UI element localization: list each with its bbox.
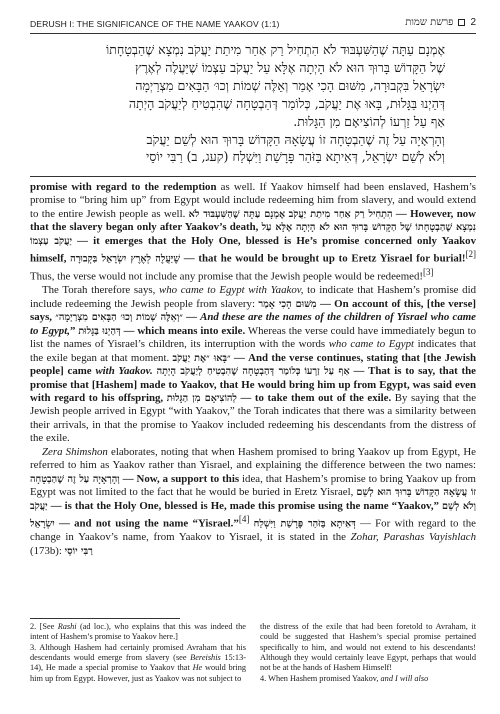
bold-italic-phrase: And these are the names of the children of Yisrael who came to Egypt,	[30, 311, 476, 337]
bold-phrase: — it emerges that the Holy One, blessed is He’s promise concerned only Yaakov himself,	[30, 234, 476, 265]
footnotes	[30, 622, 476, 684]
hebrew-line: אֶמְנָם עַתָּה שֶׁהַשִּׁעְבּוּד לֹא הִתְחִיל רַק אַחַר מִיתַת יַעֲקֹב נִמְצָא שֶׁהַבְטָחָתוֹ	[105, 42, 445, 57]
bold-phrase: — Now, a support to this	[119, 472, 240, 485]
text-run: 3. Although Hashem had certainly promised Avraham that his descendants would emerge from slavery (see	[30, 642, 246, 663]
hebrew-line: דְּהַיְנוּ בַּגָּלוּת, בָּאוּ אֶת יַעֲקֹב, כְּלוֹמַר דְּהַבְטָחָה שֶׁהִבְטִיחַ לְיַעֲקֹב הָיְתָה	[128, 95, 445, 111]
hebrew-line: שֶׁל הַקָּדוֹשׁ בָּרוּךְ הוּא לֹא הָיְתָה אֶלָּא עַל יַעֲקֹב עַצְמוֹ שֶׁיַּעֲלֶה לְאֶרֶץ	[135, 59, 445, 75]
hebrew-phrase: דְּאִיתָא בַּזֹּהַר פָּרָשַׁת וַיִּשְׁלַח	[253, 518, 356, 530]
text-run: Thus, the verse would not include any promise that the Jewish people would be redeemed!	[30, 270, 423, 283]
hebrew-line: יִשְׂרָאֵל בִּקְבוּרָה, מִשּׁוּם הָכִי אָמַר וְאֵלֶּה שְׁמוֹת וְכוּ׳ הַבָּאִים מִצְרַיְמָה	[135, 77, 445, 93]
text-run: as well. If Yaakov himself had been enslaved, Hashem’s promise to “bring him up” from Egypt would include redeeming him from slavery, and would extend to the entire Jewish people as well.	[30, 181, 476, 220]
footnote-separator	[30, 618, 180, 619]
text-run: 15:13-14), He made a special promise to Yaakov that	[30, 653, 246, 673]
text-run: The Torah therefore says,	[42, 284, 159, 297]
footnote-3	[30, 643, 246, 684]
text-run: By saying that the Jewish people arrived in Egypt “with Yaakov,” the Torah indicates that there was a similarity between their arrivals, in that the promise to Yaakov included redeeming his descendants from the distress of the exile.	[30, 392, 477, 445]
translation-body	[30, 181, 476, 558]
translation-paragraph	[30, 181, 476, 284]
text-run: to indicate that Hashem’s promise did include redeeming the Jewish people from slavery:	[30, 284, 477, 310]
hebrew-phrase: שֶׁיַּעֲלֶה לְאֶרֶץ יִשְׂרָאֵל בִּקְבוּרָה	[70, 253, 181, 265]
italic-phrase: He	[192, 663, 203, 673]
bold-phrase: promise with regard to the redemption	[30, 181, 217, 193]
hebrew-phrase: לְהוֹצִיאָם מִן הַגָּלוּת	[166, 393, 237, 405]
text-run: indicates that the exile began at that moment.	[30, 338, 476, 364]
footnote-column-right	[260, 622, 476, 684]
bold-phrase: — That is to say, that the promise that [Hashem] made to Yaakov, that He would bring him up from Egypt, was said even with regard to his offspring,	[30, 365, 476, 405]
header-right	[405, 17, 476, 28]
bold-phrase: — However, now that the slavery began only after Yaakov’s death,	[30, 207, 476, 234]
text-run: Whereas the verse could have immediately begun to list the names of Yisrael’s children, its interruption with the words	[30, 324, 477, 351]
running-header	[30, 17, 476, 31]
hebrew-phrase: אַף עַל זַרְעוֹ	[304, 366, 350, 378]
hebrew-phrase: ״בָּאוּ ״אֶת יַעֲקֹב	[172, 352, 231, 364]
text-run: 2. [See	[30, 622, 58, 631]
hebrew-phrase: כְּלוֹמַר דְּהַבְטָחָה שֶׁהִבְטִיחַ לְיַעֲקֹב הָיְתָה	[156, 366, 301, 378]
hebrew-phrase: זוֹ עֲשָׂאָהּ הַקָּדוֹשׁ בָּרוּךְ הוּא לְשֵׁם יַעֲקֹב	[30, 487, 476, 512]
italic-phrase: Rashi	[57, 622, 77, 631]
bold-phrase: — which means into exile.	[120, 324, 246, 337]
parashah-title: פרשת שמות	[405, 17, 454, 28]
text-run: 4. When Hashem promised Yaakov,	[260, 673, 381, 683]
footnote-4	[260, 674, 476, 684]
footnote-ref: [2]	[465, 249, 477, 260]
bold-phrase: — to take them out of the exile.	[236, 392, 392, 405]
bold-phrase: — and not using the name “Yisrael.”	[54, 517, 239, 530]
footnote-ref: [4]	[238, 514, 250, 525]
hebrew-phrase: וְלֹא לְשֵׁם יִשְׂרָאֵל	[30, 500, 476, 530]
italic-phrase: Zera Shimshon	[42, 445, 108, 458]
footnote-2	[30, 622, 246, 643]
footnote-3-cont: the distress of the exile that had been foretold to Avraham, it could be suggested that Hashem’s special promise pertained specifically to him, and would not extend to his descendants! Although they would certainly leave Egypt, perhaps that would not be at the hands of Hashem Himself!	[260, 622, 476, 673]
italic-phrase: Zohar, Parashas Vayishlach	[350, 531, 476, 544]
square-ornament-icon	[458, 19, 465, 26]
text-run: elaborates, noting that when Hashem promised to bring Yaakov up from Egypt, He referred to him as Yaakov rather than Yisrael, and explaining the difference between the two names:	[30, 445, 476, 472]
hebrew-line: וְהָרְאָיָה עַל זֶה שֶׁהַבְטָחָה זוֹ עֲשָׂאָהּ הַקָּדוֹשׁ בָּרוּךְ הוּא לְשֵׁם יַעֲקֹב	[146, 131, 445, 147]
hebrew-phrase: רַבִּי יוֹסֵי	[64, 545, 93, 557]
hebrew-phrase: ״וְאֵלֶּה שְׁמוֹת וְכוּ׳ הַבָּאִים מִצְרַיְמָה״	[55, 312, 183, 324]
hebrew-phrase: הִתְחִיל רַק אַחַר מִיתַת יַעֲקֹב	[288, 208, 393, 220]
bold-phrase: — that he would be brought up to Eretz Yisrael for burial!	[180, 252, 466, 265]
italic-phrase: Bereishis	[190, 653, 221, 663]
text-run: would bring him up from Egypt. However, just as Yaakov was not subject to	[30, 663, 247, 683]
hebrew-source-text	[69, 41, 445, 166]
translation-paragraph	[30, 284, 476, 445]
italic-phrase: who came to Egypt with Yaakov,	[158, 284, 304, 297]
hebrew-phrase: מִשּׁוּם הָכִי אָמַר	[258, 298, 317, 310]
text-run: idea, that Hashem’s promise to bring Yaakov up from Egypt was not limited to the fact that he would be buried in Eretz Yisrael,	[30, 472, 476, 499]
text-divider-rule	[30, 176, 476, 177]
text-run: (173b):	[30, 544, 65, 557]
bold-phrase: — And the verse continues, stating that [the Jewish people] came	[30, 351, 476, 378]
hebrew-phrase: נִמְצָא שֶׁהַבְטָחָתוֹ שֶׁל הַקָּדוֹשׁ בָּרוּךְ הוּא לֹא הָיְתָה אֶלָּא עַל יַעֲקֹב עַצְמוֹ	[30, 222, 476, 247]
header-rule	[30, 33, 476, 34]
hebrew-phrase: אֶמְנָם עַתָּה שֶׁהַשִּׁעְבּוּד לֹא	[188, 208, 286, 220]
bold-phrase: ”	[69, 324, 79, 337]
bold-italic-phrase: with Yaakov.	[95, 365, 153, 378]
hebrew-line: אַף עַל זַרְעוֹ לְהוֹצִיאָם מִן הַגָּלוּת.	[293, 113, 445, 129]
hebrew-line: וְלֹא לְשֵׁם יִשְׂרָאֵל, דְּאִיתָא בַּזֹּהַר פָּרָשַׁת וַיִּשְׁלַח (קעג, ב) רַבִּי יוֹסֵי	[145, 149, 445, 165]
bold-phrase: — is that the Holy One, blessed is He, made this promise using the name “Yaakov,”	[47, 499, 442, 512]
bold-phrase: —	[182, 311, 201, 324]
translation-paragraph	[30, 446, 476, 558]
bold-phrase: — On account of this, [the verse] says,	[30, 297, 477, 324]
text-run: — For with regard to the change in Yaakov’s name, from Yaakov to Yisrael, it is stated in the	[30, 517, 476, 544]
text-run: (ad loc.), who explains that this was indeed the intent of Hashem’s promise to Yaakov here.]	[30, 622, 246, 642]
page-number: 2	[470, 17, 476, 28]
footnote-column-left	[30, 622, 246, 684]
italic-phrase: who came to Egypt	[328, 338, 415, 351]
italic-phrase: and I will also	[380, 673, 429, 683]
running-title: DERUSH I: THE SIGNIFICANCE OF THE NAME YAAKOV (1:1)	[30, 19, 280, 29]
hebrew-phrase: דְּהַיְנוּ בַּגָּלוּת	[78, 325, 121, 337]
footnote-ref: [3]	[422, 267, 434, 278]
hebrew-phrase: וְהָרְאָיָה עַל זֶה שֶׁהַבְטָחָה	[30, 473, 120, 485]
